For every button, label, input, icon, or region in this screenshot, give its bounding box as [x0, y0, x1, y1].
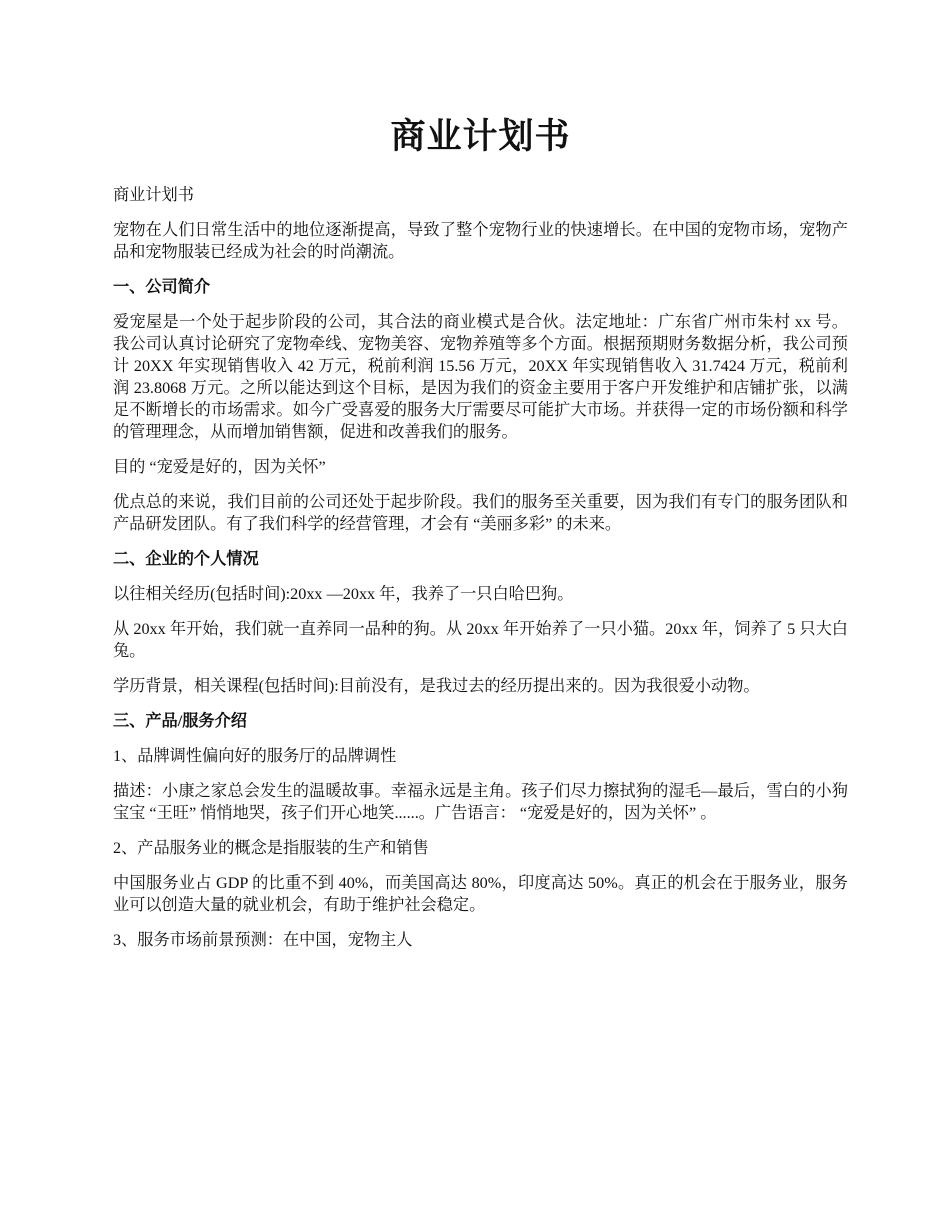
purpose-paragraph: 目的 “宠爱是好的，因为关怀” — [113, 458, 326, 476]
experience-paragraph: 以往相关经历(包括时间):20xx —20xx 年，我养了一只白哈巴狗。 — [113, 585, 574, 603]
intro-paragraph: 宠物在人们日常生活中的地位逐渐提高，导致了整个宠物行业的快速增长。在中国的宠物市场，宠物产品和宠物服装已经成为社会的时尚潮流。 — [113, 221, 848, 261]
section-heading-company: 一、公司简介 — [113, 278, 211, 296]
document-page — [113, 112, 848, 964]
gdp-paragraph: 中国服务业占 GDP 的比重不到 40%，而美国高达 80%，印度高达 50%。真正的机会在于服务业，服务业可以创造大量的就业机会，有助于维护社会稳定。 — [113, 874, 848, 914]
market-forecast-paragraph: 3、服务市场前景预测：在中国，宠物主人 — [113, 931, 413, 949]
document-title: 商业计划书 — [390, 117, 571, 156]
document-subtitle: 商业计划书 — [113, 186, 194, 204]
education-paragraph: 学历背景，相关课程(包括时间):目前没有，是我过去的经历提出来的。因为我很爱小动物。 — [113, 677, 760, 695]
section-heading-products: 三、产品/服务介绍 — [113, 712, 247, 730]
section-heading-personal: 二、企业的个人情况 — [113, 550, 259, 568]
advantages-paragraph: 优点总的来说，我们目前的公司还处于起步阶段。我们的服务至关重要，因为我们有专门的服务团队和产品研发团队。有了我们科学的经营管理，才会有 “美丽多彩” 的未来。 — [113, 493, 848, 533]
pets-history-paragraph: 从 20xx 年开始，我们就一直养同一品种的狗。从 20xx 年开始养了一只小猫。20xx 年，饲养了 5 只大白兔。 — [113, 620, 848, 660]
company-overview-paragraph: 爱宠屋是一个处于起步阶段的公司，其合法的商业模式是合伙。法定地址：广东省广州市朱村 xx 号。我公司认真讨论研究了宠物牵线、宠物美容、宠物养殖等多个方面。根据预期财务数据分析，我公司预计 20XX 年实现销售收入 42 万元，税前利润 15.56 万元，20XX 年实现销售收入 31.7424 万元，税前利润 23.8068 万元。之所以能达到这个目标，是因为我们的资金主要用于客户开发维护和店铺扩张，以满足不断增长的市场需求。如今广受喜爱的服务大厅需要尽可能扩大市场。并获得一定的市场份额和科学的管理理念，从而增加销售额，促进和改善我们的服务。 — [113, 313, 848, 441]
service-concept-paragraph: 2、产品服务业的概念是指服装的生产和销售 — [113, 839, 429, 857]
description-paragraph: 描述：小康之家总会发生的温暖故事。幸福永远是主角。孩子们尽力擦拭狗的湿毛—最后，雪白的小狗宝宝 “王旺” 悄悄地哭，孩子们开心地笑......。广告语言： “宠爱是好的，因为关怀” 。 — [113, 782, 848, 822]
brand-tone-paragraph: 1、品牌调性偏向好的服务厅的品牌调性 — [113, 747, 397, 765]
